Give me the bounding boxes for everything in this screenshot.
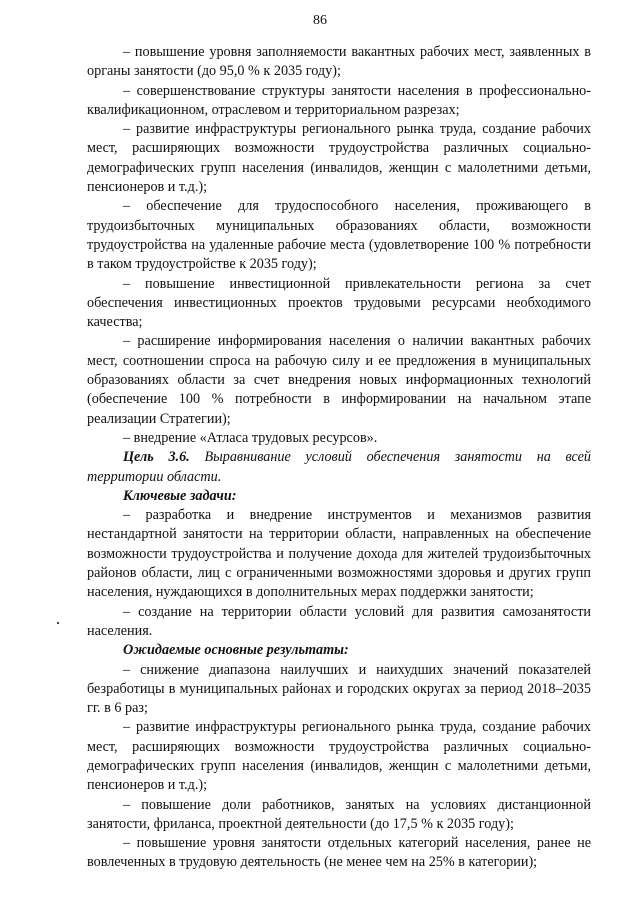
list-item: – повышение доли работников, занятых на условиях дистанционной занятости, фриланса, проектной деятельности (до 17,5 % к 2035 году); xyxy=(87,796,591,832)
goal-heading xyxy=(87,448,591,487)
list-item: – создание на территории области условий для развития самозанятости населения. xyxy=(87,603,591,639)
page-content xyxy=(87,43,591,873)
list-item: – развитие инфраструктуры регионального рынка труда, создание рабочих мест, расширяющих возможности трудоустройства различных социально-демографических групп населения (инвалидов, женщин с малолетними детьми, пенсионеров и т.д.); xyxy=(87,121,591,196)
goal-label: Цель 3.6. xyxy=(123,449,190,466)
list-item: – внедрение «Атласа трудовых ресурсов». xyxy=(123,429,378,446)
list-item: – разработка и внедрение инструментов и механизмов развития нестандартной занятости на территории области, направленных на обеспечение возможности трудоустройства и получение дохода для жителей трудоизбыточных районов области, лиц с ограниченными возможностями здоровья и других групп населения, нуждающихся в дополнительных мерах поддержки занятости; xyxy=(87,507,591,601)
list-item: – повышение уровня заполняемости вакантных рабочих мест, заявленных в органы занятости (до 95,0 % к 2035 году); xyxy=(87,44,591,80)
list-item: – повышение инвестиционной привлекательности региона за счет обеспечения инвестиционных проектов трудовыми ресурсами необходимого качества; xyxy=(87,275,591,331)
list-item: – расширение информирования населения о наличии вакантных рабочих мест, соотношении спроса на рабочую силу и ее предложения в муниципальных образованиях области за счет внедрения новых информационных технологий (обеспечение 100 % потребности в информировании на начальном этапе реализации Стратегии); xyxy=(87,333,591,427)
margin-mark xyxy=(57,622,59,624)
expected-results-heading: Ожидаемые основные результаты: xyxy=(123,642,349,659)
key-tasks-heading: Ключевые задачи: xyxy=(123,487,237,504)
list-item: – обеспечение для трудоспособного населения, проживающего в трудоизбыточных муниципальных образованиях области, возможности трудоустройства на удаленные рабочие места (удовлетворение 100 % потребности в таком трудоустройстве к 2035 году); xyxy=(87,198,591,273)
list-item: – совершенствование структуры занятости населения в профессионально-квалификационном, отраслевом и территориальном разрезах; xyxy=(87,82,591,118)
page-number: 86 xyxy=(313,13,327,28)
list-item: – снижение диапазона наилучших и наихудших значений показателей безработицы в муниципальных районах и городских округах за период 2018–2035 гг. в 6 раз; xyxy=(87,661,591,717)
list-item: – развитие инфраструктуры регионального рынка труда, создание рабочих мест, расширяющих возможности трудоустройства различных социально-демографических групп населения (инвалидов, женщин с малолетними детьми, пенсионеров и т.д.); xyxy=(87,719,591,794)
goal-text: Выравнивание условий обеспечения занятости на всей территории области. xyxy=(87,449,591,485)
list-item: – повышение уровня занятости отдельных категорий населения, ранее не вовлеченных в трудовую деятельность (не менее чем на 25% в категории); xyxy=(87,835,591,871)
